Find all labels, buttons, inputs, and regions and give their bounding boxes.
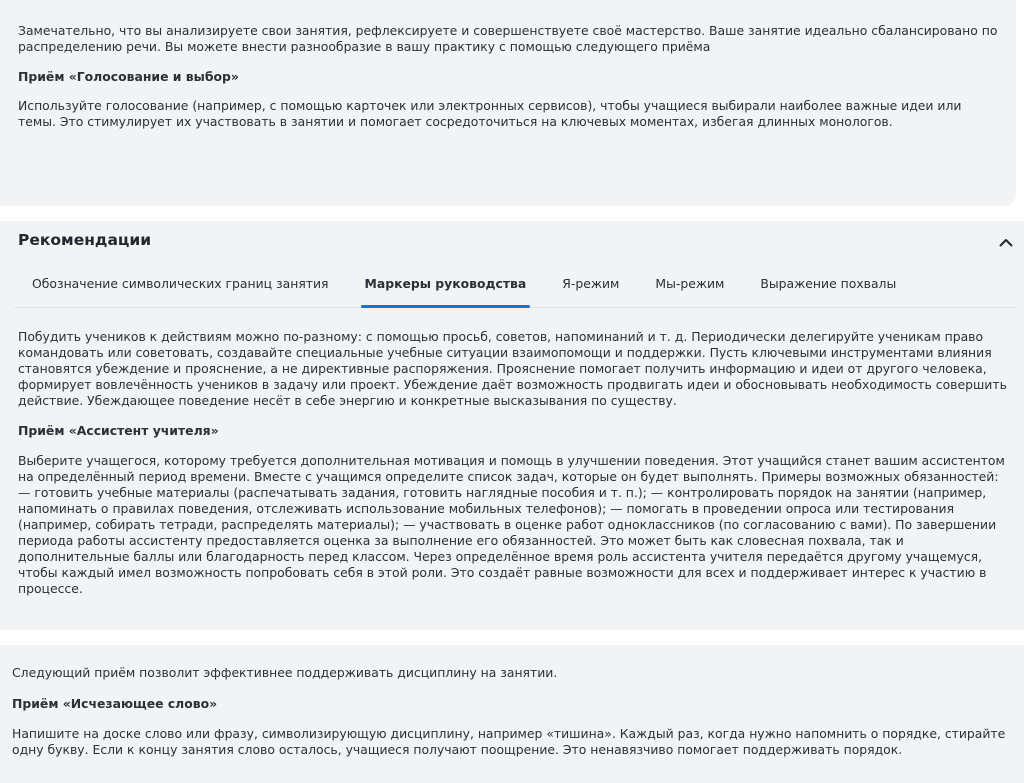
recommendations-title: Рекомендации (18, 231, 152, 249)
technique-title: Приём «Ассистент учителя» (18, 423, 219, 438)
recommendations-panel (0, 221, 1024, 630)
feedback-intro: Замечательно, что вы анализируете свои занятия, рефлексируете и совершенствуете своё мастерство. Ваше занятие идеально сбалансировано по распределению речи. Вы можете внести разнообразие в вашу практику с помощью следующего приёма (18, 23, 998, 54)
tab-i-mode[interactable]: Я-режим (562, 276, 620, 291)
technique-title: Приём «Исчезающее слово» (12, 696, 218, 711)
recommendation-tabs (14, 269, 1016, 308)
technique-text: Выберите учащегося, которому требуется дополнительная мотивация и помощь в улучшении поведения. Этот учащийся станет вашим ассистентом на определённый период времени. Вместе с учащимся определите список задач, которые он будет выполнять. Примеры возможных обязанностей: — готовить учебные материалы (распечатывать задания, готовить наглядные пособия и т. п.); — контролировать порядок на занятии (например, напоминать о правилах поведения, отслеживать использование мобильных телефонов); — помогать в проведении опроса или тестирования (например, собирать тетради, распределять материалы); — участвовать в оценке работ одноклассников (по согласованию с вами). По завершении периода работы ассистенту предоставляется оценка за выполнение его обязанностей. Это может быть как словесная похвала, так и дополнительные баллы или благодарность перед классом. Через определённое время роль ассистента учителя передаётся другому учащемуся, чтобы каждый имел возможность попробовать себя в этой роли. Это создаёт равные возможности для всех и поддерживает интерес к участию в процессе. (18, 453, 1005, 596)
discipline-card (0, 645, 1024, 783)
tab-leadership-markers[interactable]: Маркеры руководства (347, 269, 545, 307)
collapse-button[interactable] (996, 232, 1016, 252)
feedback-card (0, 0, 1016, 206)
tab-symbolic-boundaries[interactable]: Обозначение символических границ занятия (32, 276, 329, 291)
tab-content-intro: Побудить учеников к действиям можно по-разному: с помощью просьб, советов, напоминаний и т. д. Периодически делегируйте ученикам право командовать или советовать, создавайте специальные учебные ситуации взаимопомощи и поддержки. Пусть ключевыми инструментами влияния становятся убеждение и прояснение, а не директивные распоряжения. Прояснение помогает получить информацию и идеи от другого человека, формирует вовлечённость учеников в задачу или проект. Убеждение даёт возможность продвигать идеи и обосновывать необходимость совершить действие. Убеждающее поведение несёт в себе энергию и конкретные высказывания по существу. (18, 329, 1007, 408)
discipline-intro: Следующий приём позволит эффективнее поддерживать дисциплину на занятии. (12, 665, 558, 680)
tab-content (18, 329, 1010, 597)
chevron-up-icon (999, 238, 1013, 247)
tab-praise[interactable]: Выражение похвалы (760, 276, 897, 291)
technique-text: Напишите на доске слово или фразу, символизирующую дисциплину, например «тишина». Каждый раз, когда нужно напомнить о порядке, стирайте одну букву. Если к концу занятия слово осталось, учащиеся получают поощрение. Это ненавязчиво помогает поддерживать порядок. (12, 726, 1006, 757)
tab-we-mode[interactable]: Мы-режим (655, 276, 725, 291)
technique-text: Используйте голосование (например, с помощью карточек или электронных сервисов), чтобы учащиеся выбирали наиболее важные идеи или темы. Это стимулирует их участвовать в занятии и помогает сосредоточиться на ключевых моментах, избегая длинных монологов. (18, 98, 962, 129)
technique-title: Приём «Голосование и выбор» (18, 69, 239, 84)
